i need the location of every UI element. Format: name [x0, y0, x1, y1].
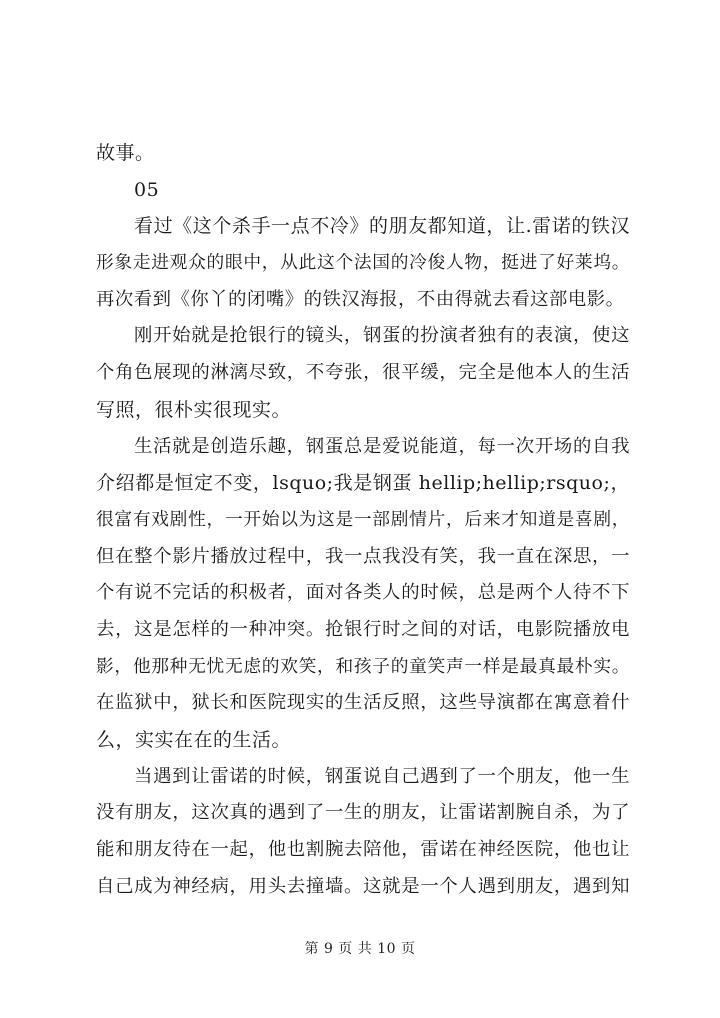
text-line: 故事。: [96, 142, 155, 164]
text-line: 能和朋友待在一起，他也割腕去陪他，雷诺在神经医院，他也让: [96, 839, 630, 861]
page-footer: 第 9 页 共 10 页: [304, 941, 416, 957]
document-body: [96, 135, 630, 905]
text-line: 但在整个影片播放过程中，我一点我没有笑，我一直在深思，一: [96, 545, 630, 567]
paragraph-story-end: [96, 135, 630, 172]
text-line: 刚开始就是抢银行的镜头，钢蛋的扮演者独有的表演，使这: [134, 325, 630, 347]
text-line: 自己成为神经病，用头去撞墙。这就是一个人遇到朋友，遇到知: [96, 875, 630, 897]
text-line: 么，实实在在的生活。: [96, 729, 292, 751]
text-line: 个角色展现的淋漓尽致，不夸张，很平缓，完全是他本人的生活: [96, 362, 630, 384]
text-line: 去，这是怎样的一种冲突。抢银行时之间的对话，电影院播放电: [96, 618, 630, 640]
text-line: 没有朋友，这次真的遇到了一生的朋友，让雷诺割腕自杀，为了: [96, 802, 630, 824]
text-line: 介绍都是恒定不变，lsquo;我是钢蛋 hellip;hellip;rsquo;，: [96, 472, 630, 495]
text-line: 看过《这个杀手一点不冷》的朋友都知道，让.雷诺的铁汉: [134, 215, 630, 238]
paragraph-opening-scene: [96, 318, 630, 428]
text-line: 05: [134, 178, 160, 201]
text-line: 个有说不完话的积极者，面对各类人的时候，总是两个人待不下: [96, 582, 630, 604]
paragraph-section-number: [96, 172, 630, 209]
text-line: 当遇到让雷诺的时候，钢蛋说自己遇到了一个朋友，他一生: [134, 765, 630, 787]
paragraph-life-fun: [96, 429, 630, 759]
text-line: 很富有戏剧性，一开始以为这是一部剧情片，后来才知道是喜剧，: [96, 509, 630, 530]
text-line: 再次看到《你丫的闭嘴》的铁汉海报，不由得就去看这部电影。: [96, 288, 625, 310]
paragraph-intro: [96, 208, 630, 318]
text-line: 影，他那种无忧无虑的欢笑，和孩子的童笑声一样是最真最朴实。: [96, 656, 630, 677]
paragraph-friendship: [96, 759, 630, 906]
text-line: 写照，很朴实很现实。: [96, 398, 292, 421]
text-line: 在监狱中，狱长和医院现实的生活反照，这些导演都在寓意着什: [96, 692, 630, 714]
text-line: 形象走进观众的眼中，从此这个法国的冷俊人物，挺进了好莱坞。: [96, 253, 630, 274]
text-line: 生活就是创造乐趣，钢蛋总是爱说能道，每一次开场的自我: [134, 435, 630, 457]
